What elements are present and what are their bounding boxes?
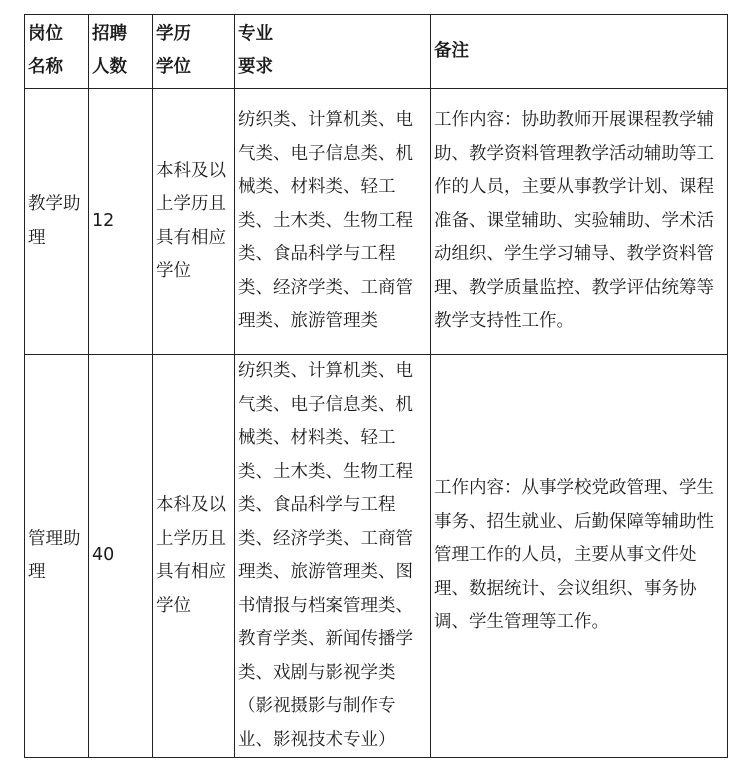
cell-count: 40 — [89, 355, 153, 758]
cell-position: 管理助理 — [25, 355, 89, 758]
table-header-row — [25, 15, 728, 89]
table-row — [25, 355, 728, 758]
cell-major: 纺织类、计算机类、电气类、电子信息类、机械类、材料类、轻工类、土木类、生物工程类、食品科学与工程类、经济学类、工商管理类、旅游管理类、图书情报与档案管理类、教育学类、新闻传播学类、戏剧与影视学类（影视摄影与制作专业、影视技术专业） — [235, 355, 431, 758]
header-remark: 备注 — [431, 15, 728, 89]
recruitment-table — [24, 14, 728, 758]
header-education: 学历 学位 — [153, 15, 235, 89]
table-row — [25, 89, 728, 355]
recruitment-table-container — [24, 14, 727, 758]
header-position: 岗位 名称 — [25, 15, 89, 89]
cell-education: 本科及以上学历且具有相应学位 — [153, 89, 235, 355]
header-count: 招聘 人数 — [89, 15, 153, 89]
cell-count: 12 — [89, 89, 153, 355]
header-major: 专业 要求 — [235, 15, 431, 89]
cell-education: 本科及以上学历且具有相应学位 — [153, 355, 235, 758]
cell-remark: 工作内容：协助教师开展课程教学辅助、教学资料管理教学活动辅助等工作的人员，主要从事教学计划、课程准备、课堂辅助、实验辅助、学术活动组织、学生学习辅导、教学资料管理、教学质量监控、教学评估统筹等教学支持性工作。 — [431, 89, 728, 355]
cell-remark: 工作内容：从事学校党政管理、学生事务、招生就业、后勤保障等辅助性管理工作的人员，主要从事文件处理、数据统计、会议组织、事务协调、学生管理等工作。 — [431, 355, 728, 758]
cell-position: 教学助理 — [25, 89, 89, 355]
cell-major: 纺织类、计算机类、电气类、电子信息类、机械类、材料类、轻工类、土木类、生物工程类、食品科学与工程类、经济学类、工商管理类、旅游管理类 — [235, 89, 431, 355]
